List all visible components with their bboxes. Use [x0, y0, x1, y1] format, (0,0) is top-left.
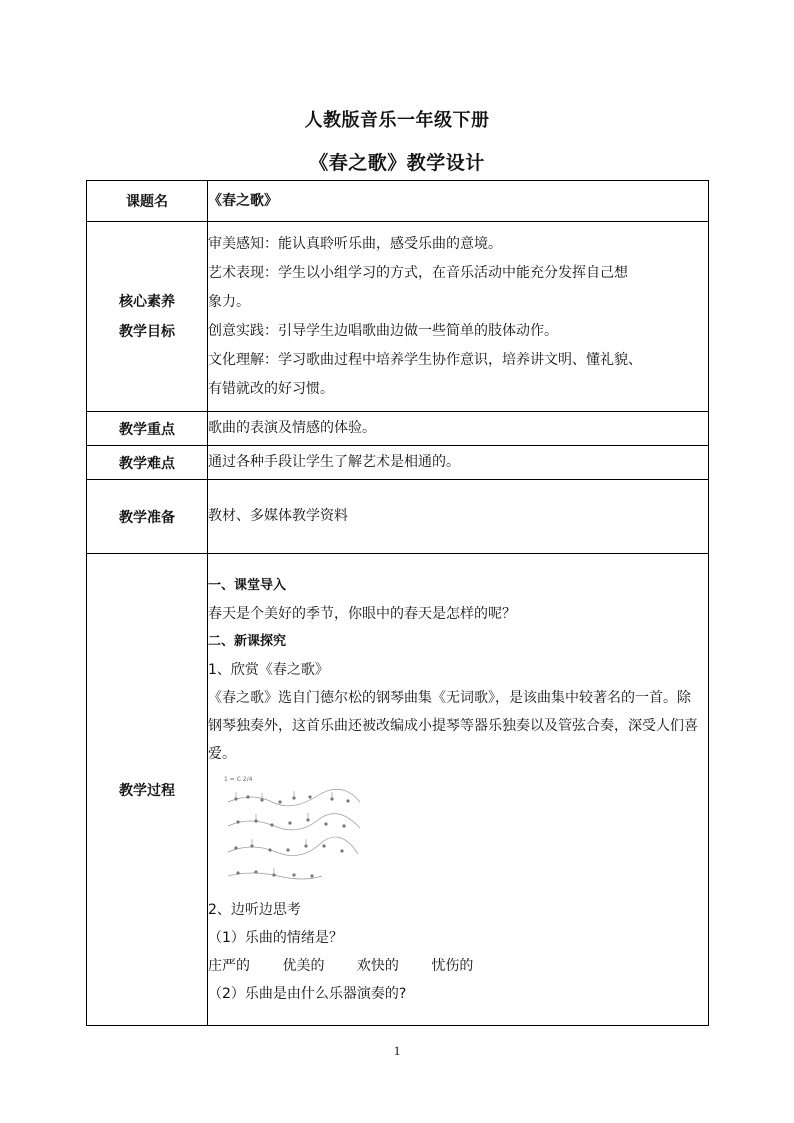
- intro-paragraph-line: 钢琴独奏外，这首乐曲还被改编成小提琴等器乐独奏以及管弦合奏，深受人们喜: [208, 717, 698, 734]
- intro-paragraph-line: 爱。: [208, 745, 236, 762]
- step-1: 1、欣赏《春之歌》: [208, 661, 329, 678]
- row-goals: [87, 222, 709, 412]
- goal-line: 象力。: [208, 293, 250, 310]
- page-number: 1: [393, 1043, 401, 1058]
- question-1: （1）乐曲的情绪是？: [208, 929, 343, 946]
- value-difficulties: 通过各种手段让学生了解艺术是相通的。: [208, 446, 709, 480]
- label-topic: 课题名: [87, 181, 208, 222]
- value-key-points: 歌曲的表演及情感的体验。: [208, 412, 709, 446]
- label-goals-line2: 教学目标: [119, 323, 175, 340]
- intro-paragraph-line: 《春之歌》选自门德尔松的钢琴曲集《无词歌》，是该曲集中较著名的一首。除: [208, 689, 691, 706]
- row-topic: [87, 181, 709, 222]
- question-2: （2）乐曲是由什么乐器演奏的?: [208, 985, 407, 1002]
- value-preparation: 教材、多媒体教学资料: [208, 480, 709, 554]
- label-difficulties: 教学难点: [87, 446, 208, 480]
- label-key-points: 教学重点: [87, 412, 208, 446]
- label-preparation: 教学准备: [87, 480, 208, 554]
- row-process: [87, 554, 709, 1026]
- label-process: 教学过程: [87, 554, 208, 1026]
- step-2: 2、边听边思考: [208, 901, 301, 918]
- value-topic: 《春之歌》: [208, 181, 709, 222]
- document-subtitle: 《春之歌》教学设计: [309, 152, 485, 174]
- score-key: 1 = C 2/4: [224, 775, 253, 783]
- goal-line: 有错就改的好习惯。: [208, 380, 334, 397]
- goal-line: 艺术表现：学生以小组学习的方式，在音乐活动中能充分发挥自己想: [208, 264, 628, 281]
- section-heading-intro: 一、课堂导入: [208, 577, 287, 593]
- section-heading-explore: 二、新课探究: [208, 633, 287, 649]
- option-graceful: 优美的: [282, 957, 325, 974]
- document-title: 人教版音乐一年级下册: [304, 110, 490, 131]
- goal-line: 审美感知：能认真聆听乐曲，感受乐曲的意境。: [208, 235, 502, 252]
- label-goals: [87, 222, 208, 412]
- row-preparation: [87, 480, 709, 554]
- row-difficulties: [87, 446, 709, 480]
- option-sad: 忧伤的: [431, 957, 474, 974]
- row-key-points: [87, 412, 709, 446]
- value-goals: [208, 222, 709, 412]
- value-process: [208, 554, 709, 1026]
- goal-line: 文化理解：学习歌曲过程中培养学生协作意识，培养讲文明、懂礼貌、: [208, 351, 642, 368]
- goal-line: 创意实践：引导学生边唱歌曲边做一些简单的肢体动作。: [208, 322, 558, 339]
- mood-options: [208, 952, 708, 980]
- label-goals-line1: 核心素养: [119, 293, 175, 310]
- lesson-plan-table: [86, 180, 709, 1026]
- option-solemn: 庄严的: [208, 957, 250, 974]
- option-cheerful: 欢快的: [356, 957, 399, 974]
- intro-text: 春天是个美好的季节，你眼中的春天是怎样的呢？: [208, 605, 516, 622]
- music-score-image: [222, 772, 362, 890]
